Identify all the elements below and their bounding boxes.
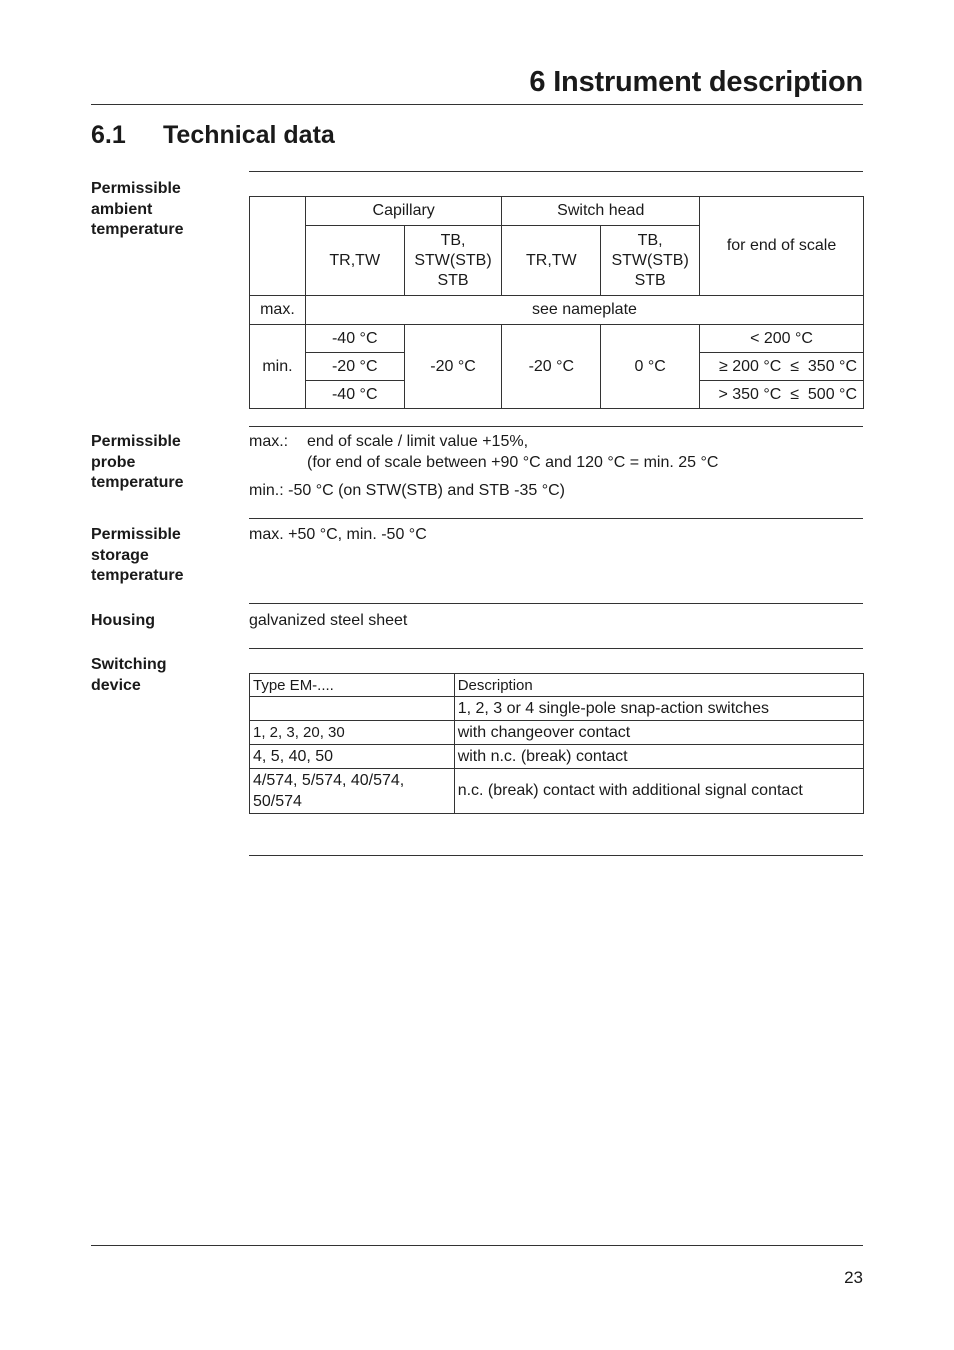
ambient-temperature-table — [249, 196, 864, 409]
table-row-desc: n.c. (break) contact with additional signal contact — [454, 769, 863, 814]
probe-max-prefix: max.: — [249, 433, 289, 450]
storage-temperature-label: Permissible storage temperature — [91, 526, 184, 584]
type-column-header: Type EM-.... — [250, 674, 455, 697]
housing-label: Housing — [91, 612, 155, 629]
switch-head-header: Switch head — [502, 197, 700, 226]
min-head-tb: 0 °C — [601, 325, 700, 409]
probe-max-line2: (for end of scale between +90 °C and 120 °C = min. 25 °C — [307, 454, 719, 471]
capillary-header: Capillary — [305, 197, 502, 226]
description-column-header: Description — [454, 674, 863, 697]
ambient-temperature-label: Permissible ambient temperature — [91, 180, 184, 238]
probe-min-line: min.: -50 °C (on STW(STB) and STB -35 °C) — [249, 482, 565, 499]
divider — [249, 518, 863, 519]
table-row-desc: with changeover contact — [454, 721, 863, 745]
table-row-type: 1, 2, 3, 20, 30 — [250, 721, 455, 745]
switching-device-table — [249, 673, 864, 814]
switch-intro: 1, 2, 3 or 4 single-pole snap-action switches — [454, 697, 863, 721]
scale-range-1: < 200 °C — [700, 325, 864, 353]
head-trtw-header: TR,TW — [502, 226, 601, 296]
min-cap-trtw-3: -40 °C — [305, 381, 404, 409]
scale-range-2: ≥ 200 °C ≤ 350 °C — [700, 353, 864, 381]
min-cap-trtw-2: -20 °C — [305, 353, 404, 381]
section-number: 6.1 — [91, 121, 126, 149]
probe-max-line1: end of scale / limit value +15%, — [307, 433, 529, 450]
min-cap-trtw-1: -40 °C — [305, 325, 404, 353]
divider — [249, 648, 863, 649]
chapter-title: 6 Instrument description — [529, 66, 863, 98]
table-row-type: 4, 5, 40, 50 — [250, 745, 455, 769]
divider — [249, 426, 863, 427]
probe-temperature-label: Permissible probe temperature — [91, 433, 184, 491]
capillary-trtw-header: TR,TW — [305, 226, 404, 296]
table-cell-empty — [250, 697, 455, 721]
divider — [249, 603, 863, 604]
max-row-label: max. — [250, 296, 306, 325]
divider — [249, 171, 863, 172]
scale-range-3: > 350 °C ≤ 500 °C — [700, 381, 864, 409]
footer-rule — [91, 1245, 863, 1246]
max-value: see nameplate — [305, 296, 863, 325]
min-row-label: min. — [250, 325, 306, 409]
table-row-type: 4/574, 5/574, 40/574, 50/574 — [250, 769, 455, 814]
table-row-desc: with n.c. (break) contact — [454, 745, 863, 769]
section-title: Technical data — [163, 121, 335, 149]
head-tb-header: TB, STW(STB) STB — [601, 226, 700, 296]
page-number: 23 — [844, 1268, 863, 1287]
capillary-tb-header: TB, STW(STB) STB — [404, 226, 502, 296]
empty-corner-cell — [250, 197, 306, 296]
end-of-scale-header: for end of scale — [700, 197, 864, 296]
min-head-trtw: -20 °C — [502, 325, 601, 409]
divider — [249, 855, 863, 856]
min-cap-tb: -20 °C — [404, 325, 502, 409]
header-rule — [91, 104, 863, 105]
housing-value: galvanized steel sheet — [249, 612, 408, 629]
switching-device-label: Switching device — [91, 656, 167, 694]
storage-temperature-value: max. +50 °C, min. -50 °C — [249, 526, 427, 543]
